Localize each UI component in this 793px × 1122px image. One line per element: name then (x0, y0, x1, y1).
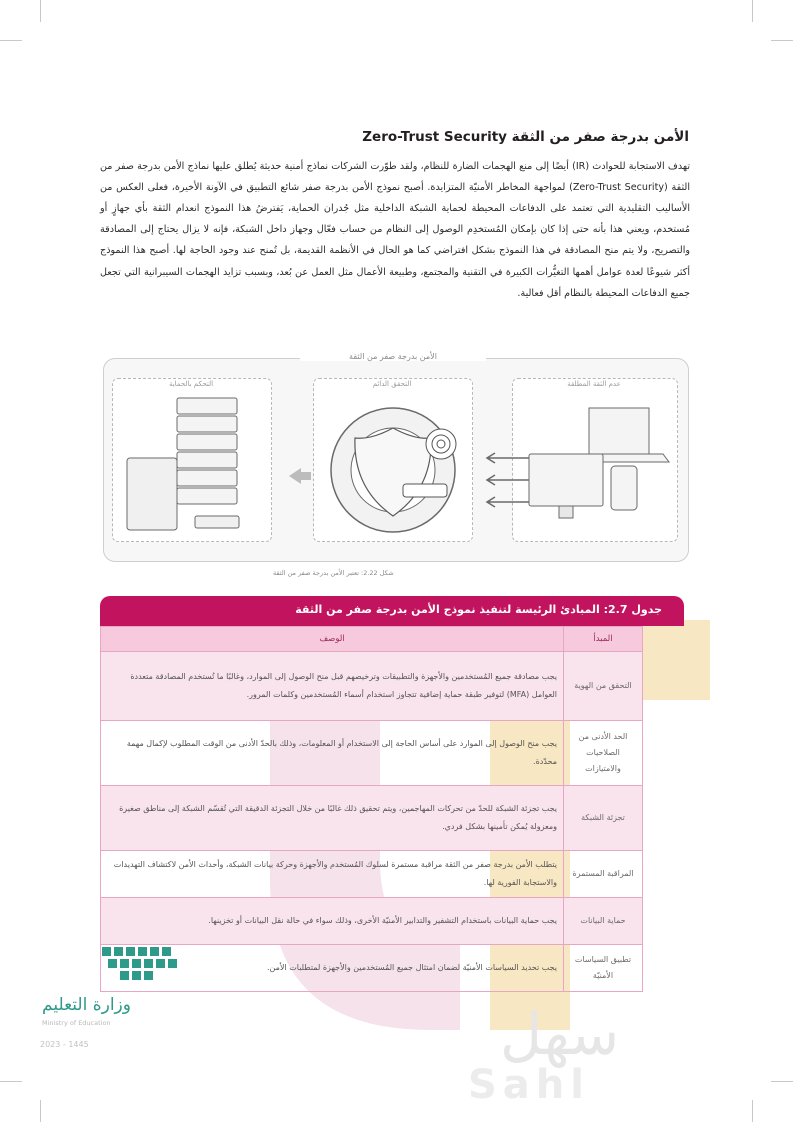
watermark-text-ar: سهل (500, 1000, 620, 1068)
principle-cell: الحد الأدنى من الصلاحيات والامتيازات (564, 721, 643, 786)
principle-cell: المراقبة المستمرة (564, 851, 643, 898)
description-cell: يتطلب الأمن بدرجة صفر من الثقة مراقبة مستمرة لسلوك المُستخدم والأجهزة وحركة بيانات الشبكة، وأحداث الأمن لاكتشاف التهديدات والاستجابة الفورية لها. (101, 851, 564, 898)
principle-cell: تجزئة الشبكة (564, 786, 643, 851)
principles-table (100, 626, 643, 992)
ministry-emblem-icon (100, 945, 210, 987)
crop-mark (0, 40, 22, 41)
tower-pc-icon (127, 458, 177, 530)
crop-mark (752, 1100, 753, 1122)
watermark-text-en: Sahl (468, 1062, 590, 1108)
monitor-icon (529, 454, 603, 506)
table-row (101, 786, 643, 851)
server-rack-icon (177, 398, 237, 504)
crop-mark (771, 1081, 793, 1082)
table-header-bar (100, 596, 684, 626)
principle-cell: تطبيق السياسات الأمنيّة (564, 945, 643, 992)
table-header-row (101, 627, 643, 652)
table-row (101, 721, 643, 786)
description-cell: يجب تحديد السياسات الأمنيّة لضمان امتثال جميع المُستخدمين والأجهزة لمتطلبات الأمن. (101, 945, 564, 992)
panel-label: التحقق الدائم (372, 380, 412, 388)
page-year: 2023 - 1445 (40, 1040, 89, 1049)
principle-cell: التحقق من الهوية (564, 652, 643, 721)
figure-illustrations (103, 358, 687, 560)
ministry-subtitle: Ministry of Education (42, 1019, 111, 1027)
description-cell: يجب حماية البيانات باستخدام التشفير والتدابير الأمنيّة الأخرى، وذلك سواء في حالة نقل البيانات أو تخزينها. (101, 898, 564, 945)
crop-mark (771, 40, 793, 41)
fingerprint-icon (426, 429, 456, 459)
table-row (101, 851, 643, 898)
crop-mark (40, 0, 41, 22)
panel-label: التحكم بالحماية (168, 380, 214, 388)
panel-label: عدم الثقة المطلقة (567, 380, 621, 388)
table-row (101, 898, 643, 945)
ministry-name: وزارة التعليم (42, 995, 131, 1015)
description-cell: يجب تجزئة الشبكة للحدّ من تحركات المهاجمين، ويتم تحقيق ذلك غالبًا من خلال التجزئة الدقيقة التي تُقسّم الشبكة إلى مناطق صغيرة ومعزولة يُمكن تأمينها بشكل فردي. (101, 786, 564, 851)
figure-title: الأمن بدرجة صفر من الثقة (300, 352, 486, 361)
column-principle: المبدأ (564, 627, 643, 652)
crop-mark (0, 1081, 22, 1082)
password-field-icon (403, 484, 447, 497)
router-icon (195, 516, 239, 528)
description-cell: يجب مصادقة جميع المُستخدمين والأجهزة والتطبيقات وترخيصهم قبل منح الوصول إلى الموارد، وغالبًا ما تُستخدم المصادقة متعددة العوامل (MFA) لتوفير طبقة حماية إضافية تتجاوز استخدام أسماء المُستخدمين وكلمات المرور. (101, 652, 564, 721)
phone-icon (611, 466, 637, 510)
crop-mark (752, 0, 753, 22)
intro-paragraph: تهدف الاستجابة للحوادث (IR) أيضًا إلى منع الهجمات الضارة للنظام، ولقد طوّرت الشركات نماذج أمنية حديثة يُطلق عليها نماذج الأمن بدرجة صفر من الثقة (Zero-Trust Security) لمواجهة المخاطر الأمنيّة المتزايدة. أصبح نموذج الأمن بدرجة صفر شائع التطبيق في الآونة الأخيرة، فعلى العكس من الأساليب التقليدية التي تعتمد على الدفاعات المحيطة لحماية الشبكة الداخلية مثل جُدران الحماية، يَفترضُ هذا النموذج انعدام الثقة بأي جهازٍ أو مُستخدم، ويعني هذا بأنه حتى إذا كان بإمكان المُستخدِم الوصول إلى النظام من حساب فعّال وجهاز داخل الشبكة، فإنه لا يزال يحتاج إلى المصادقة والتصريح، ولا يتم منح المصادقة في هذا النموذج بشكل افتراضي كما هو الحال في الأنظمة القديمة، بل تُمنح عند وجود الحاجة لها. أصبح هذا النموذج أكثر شيوعًا لعدة عوامل أهمها التغيُّرات الكبيرة في التقنية والمجتمع، وطبيعة الأعمال مثل العمل عن بُعد، وبسبب تزايد الهجمات السيبرانية التي تجعل جميع الدفاعات المحيطة بالنظام أقل فعالية. (100, 160, 690, 299)
figure-caption: شكل 2.22: تعتبر الأمن بدرجة صفر من الثقة (273, 569, 394, 577)
description-cell: يجب منح الوصول إلى الموارد على أساس الحاجة إلى الاستخدام أو المعلومات، وذلك بالحدّ الأدنى من الوقت المطلوب لإكمال مهمة محدّدة. (101, 721, 564, 786)
table-row (101, 652, 643, 721)
principle-cell: حماية البيانات (564, 898, 643, 945)
crop-mark (40, 1100, 41, 1122)
left-arrow-icon (289, 468, 311, 484)
column-description: الوصف (101, 627, 564, 652)
table-title: جدول 2.7: المبادئ الرئيسة لتنفيذ نموذج الأمن بدرجة صفر من الثقة (295, 603, 662, 616)
section-heading: الأمن بدرجة صفر من الثقة Zero-Trust Security (362, 129, 689, 146)
